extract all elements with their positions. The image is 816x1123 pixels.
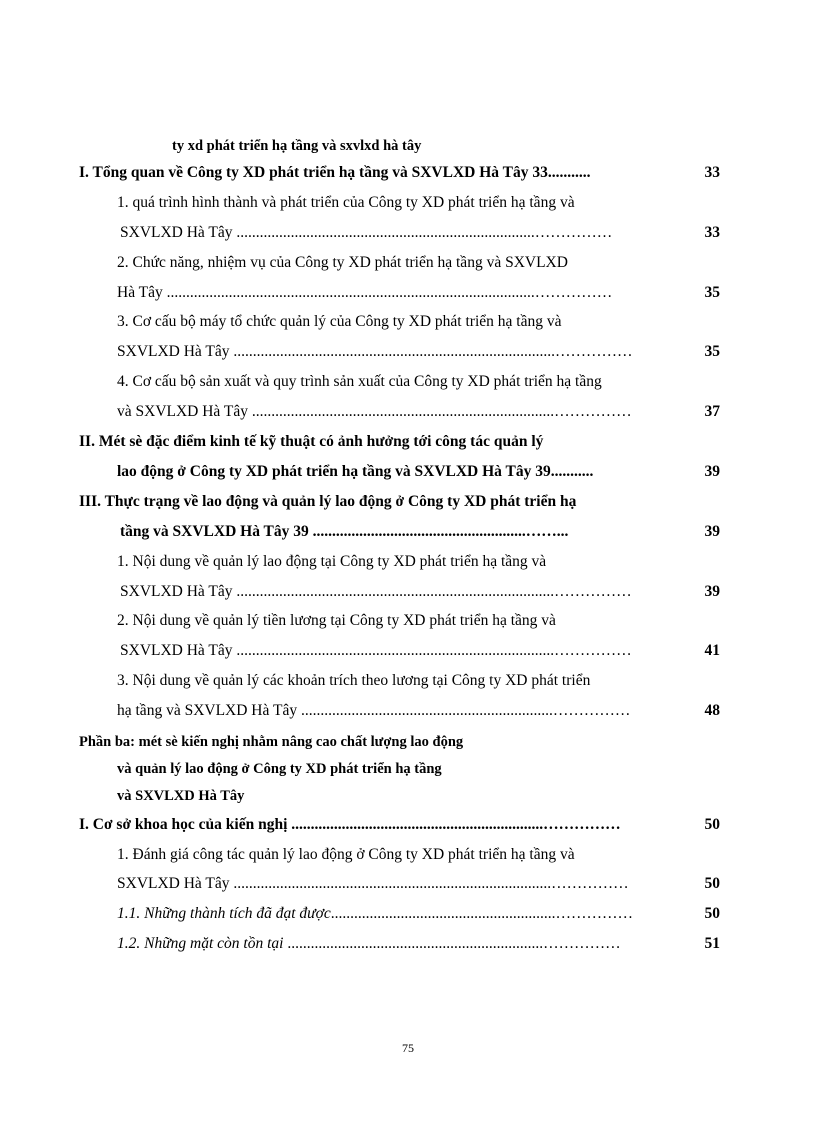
toc-part-heading: và SXVLXD Hà Tây xyxy=(117,788,245,804)
toc-page-number: 50 xyxy=(704,875,720,892)
toc-entry-text: 1. Đánh giá công tác quản lý lao động ở Công ty XD phát triển hạ tầng và xyxy=(117,846,575,863)
toc-entry-section-2: lao động ở Công ty XD phát triển hạ tầng và SXVLXD Hà Tây 39........... xyxy=(117,463,594,480)
toc-subentry-title: 1.2. Những mặt còn tồn tại xyxy=(117,935,284,952)
toc-entry-text: 3. Nội dung về quản lý các khoản trích theo lương tại Công ty XD phát triển xyxy=(117,672,591,689)
toc-entry-text xyxy=(117,934,621,954)
toc-page-number: 51 xyxy=(704,935,720,952)
toc-page-number: 39 xyxy=(704,583,720,600)
toc-line-heading-fragment: ty xd phát triển hạ tầng và sxvlxd hà tây xyxy=(172,138,422,154)
toc-page-number: 50 xyxy=(704,905,720,922)
toc-entry-text xyxy=(117,904,633,924)
toc-entry-text: 3. Cơ cấu bộ máy tổ chức quản lý của Công ty XD phát triển hạ tầng và xyxy=(117,313,562,330)
toc-page-number: 48 xyxy=(704,702,720,719)
toc-leader-dots: ..................................................................…………… xyxy=(283,935,621,952)
page-number-footer: 75 xyxy=(402,1041,414,1055)
toc-page-number: 41 xyxy=(704,642,720,659)
toc-entry-text: SXVLXD Hà Tây .............................................................................…………… xyxy=(120,224,613,241)
toc-entry-text: 1. quá trình hình thành và phát triển của Công ty XD phát triển hạ tầng và xyxy=(117,194,575,211)
toc-entry-text: 2. Nội dung về quản lý tiền lương tại Công ty XD phát triển hạ tầng và xyxy=(117,612,556,629)
toc-entry-text: 4. Cơ cấu bộ sản xuất và quy trình sản xuất của Công ty XD phát triển hạ tầng xyxy=(117,373,602,390)
toc-entry-text: Hà Tây ...............................................................................................…………… xyxy=(117,284,613,301)
toc-entry-section-1: I. Cơ sở khoa học của kiến nghị .................................................................…………… xyxy=(79,816,621,833)
toc-entry-text: hạ tầng và SXVLXD Hà Tây .................................................................…………… xyxy=(117,702,631,719)
toc-part-heading: và quản lý lao động ở Công ty XD phát triển hạ tầng xyxy=(117,761,442,777)
toc-leader-dots: ..........................................................…………… xyxy=(330,905,634,922)
toc-page-number: 37 xyxy=(704,403,720,420)
toc-page-number: 35 xyxy=(704,343,720,360)
toc-page-number: 35 xyxy=(704,284,720,301)
toc-part-heading: Phần ba: mét sè kiến nghị nhằm nâng cao chất lượng lao động xyxy=(79,734,464,750)
toc-entry-text: SXVLXD Hà Tây ...................................................................................…………… xyxy=(117,343,633,360)
toc-entry-section-2: II. Mét sè đặc điểm kinh tế kỹ thuật có ảnh hưởng tới công tác quản lý xyxy=(79,433,544,450)
toc-entry-section-3: tầng và SXVLXD Hà Tây 39 .......................................................……... xyxy=(120,523,569,540)
toc-page-number: 39 xyxy=(704,523,720,540)
toc-page-number: 33 xyxy=(704,164,720,181)
toc-entry-section-1: I. Tổng quan về Công ty XD phát triển hạ tầng và SXVLXD Hà Tây 33........... xyxy=(79,164,591,181)
toc-entry-text: SXVLXD Hà Tây ..................................................................................…………… xyxy=(117,875,629,892)
toc-page-number: 33 xyxy=(704,224,720,241)
toc-page-number: 39 xyxy=(704,463,720,480)
toc-entry-text: 1. Nội dung về quản lý lao động tại Công ty XD phát triển hạ tầng và xyxy=(117,553,547,570)
toc-entry-text: và SXVLXD Hà Tây ..............................................................................…………… xyxy=(117,403,632,420)
toc-entry-text: 2. Chức năng, nhiệm vụ của Công ty XD phát triển hạ tầng và SXVLXD xyxy=(117,254,568,271)
toc-subentry-title: 1.1. Những thành tích đã đạt được xyxy=(117,905,331,922)
toc-entry-text: SXVLXD Hà Tây ..................................................................................…………… xyxy=(120,642,632,659)
toc-entry-text: SXVLXD Hà Tây ..................................................................................…………… xyxy=(120,583,632,600)
toc-entry-section-3: III. Thực trạng về lao động và quản lý lao động ở Công ty XD phát triển hạ xyxy=(79,493,577,510)
toc-page-number: 50 xyxy=(704,816,720,833)
